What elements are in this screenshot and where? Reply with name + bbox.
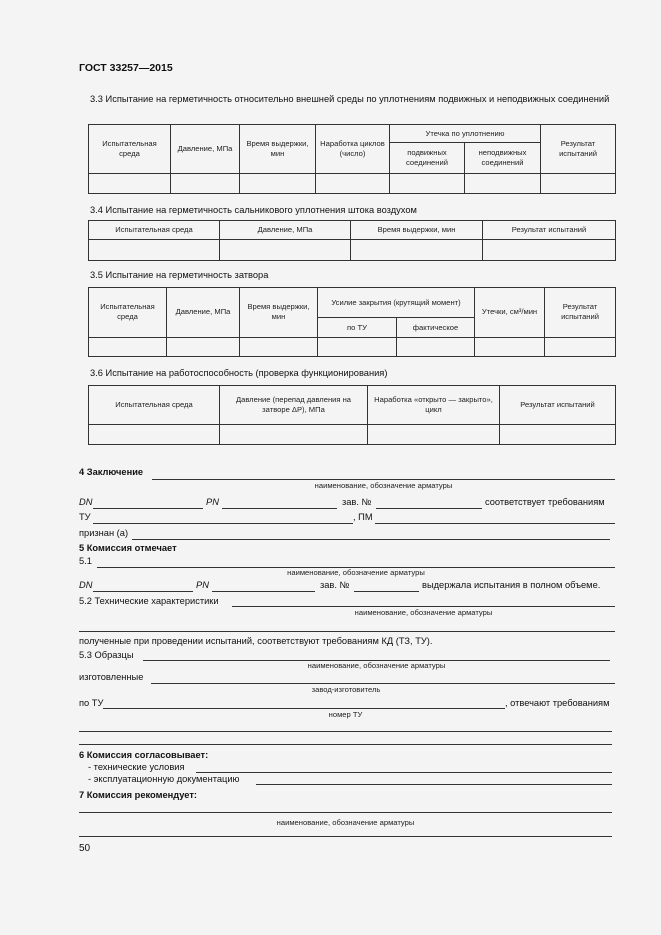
- document-header: ГОСТ 33257—2015: [79, 62, 173, 74]
- table-cell: [89, 173, 171, 193]
- table-cell: [89, 240, 220, 261]
- table-cell: [318, 337, 397, 356]
- pn-label: PN: [206, 497, 219, 507]
- fill-line: [196, 772, 612, 773]
- fill-line: [152, 479, 615, 480]
- th-medium: Испытательная среда: [89, 386, 220, 425]
- agree-item-1: - технические условия: [88, 762, 185, 772]
- th-time: Время выдержки, мин: [240, 288, 318, 338]
- table-cell: [545, 337, 616, 356]
- th-cycles: Наработка циклов (число): [316, 125, 390, 174]
- th-time: Время выдержки, мин: [351, 221, 483, 240]
- passed-text: выдержала испытания в полном объеме.: [422, 580, 601, 590]
- fill-line: [212, 591, 315, 592]
- table-cell: [240, 337, 318, 356]
- table-cell: [167, 337, 240, 356]
- section-4-label: 4 Заключение: [79, 467, 144, 477]
- section-5-label: 5 Комиссия отмечает: [79, 543, 177, 553]
- table-cell: [500, 425, 616, 445]
- fill-line: [151, 683, 615, 684]
- table-cell: [465, 173, 541, 193]
- th-pressure: Давление (перепад давления на затворе ΔP), МПа: [220, 386, 368, 425]
- tu-label: ТУ: [79, 512, 91, 522]
- page-number: 50: [79, 843, 91, 854]
- th-by-tu: по ТУ: [318, 318, 397, 337]
- section-3-4-title: 3.4 Испытание на герметичность сальникового уплотнения штока воздухом: [90, 205, 417, 215]
- table-cell: [240, 173, 316, 193]
- table-cell: [89, 425, 220, 445]
- dn-label: DN: [79, 497, 93, 507]
- fill-line: [232, 606, 615, 607]
- th-force: Усилие закрытия (крутящий момент): [318, 288, 475, 318]
- made-label: изготовленные: [79, 672, 144, 682]
- item-5-2: 5.2 Технические характеристики: [79, 596, 219, 606]
- th-time: Время выдержки, мин: [240, 125, 316, 174]
- section-7-label: 7 Комиссия рекомендует:: [79, 790, 197, 800]
- table-cell: [483, 240, 616, 261]
- table-cell: [541, 173, 616, 193]
- pn-label: PN: [196, 580, 209, 590]
- th-moving: подвижных соединений: [390, 143, 465, 173]
- fill-line: [93, 591, 193, 592]
- section-6-label: 6 Комиссия согласовывает:: [79, 750, 209, 760]
- section-3-5-title: 3.5 Испытание на герметичность затвора: [90, 270, 269, 280]
- section-3-6-title: 3.6 Испытание на работоспособность (проверка функционирования): [90, 368, 388, 378]
- caption: наименование, обозначение арматуры: [314, 481, 453, 490]
- th-actual: фактическое: [397, 318, 475, 337]
- table-cell: [171, 173, 240, 193]
- th-medium: Испытательная среда: [89, 221, 220, 240]
- th-fixed: неподвижных соединений: [465, 143, 541, 173]
- caption: наименование, обозначение арматуры: [354, 608, 493, 617]
- table-cell: [89, 337, 167, 356]
- obtained-text: полученные при проведении испытаний, соответствуют требованиям КД (ТЗ, ТУ).: [79, 636, 433, 646]
- caption: наименование, обозначение арматуры: [276, 818, 415, 827]
- serial-label: зав. №: [342, 497, 372, 507]
- fill-line: [93, 508, 203, 509]
- th-result: Результат испытаний: [483, 221, 616, 240]
- fill-line: [375, 523, 615, 524]
- table-cell: [351, 240, 483, 261]
- fill-line: [79, 836, 612, 837]
- caption: завод-изготовитель: [311, 685, 381, 694]
- item-5-1: 5.1: [79, 556, 92, 566]
- th-medium: Испытательная среда: [89, 125, 171, 174]
- fill-line: [354, 591, 419, 592]
- table-cell: [390, 173, 465, 193]
- serial-label: зав. №: [320, 580, 350, 590]
- caption: наименование, обозначение арматуры: [287, 568, 425, 577]
- th-result: Результат испытаний: [541, 125, 616, 174]
- table-3-4: [88, 220, 616, 261]
- fill-line: [256, 784, 612, 785]
- section-3-3-title: 3.3 Испытание на герметичность относительно внешней среды по уплотнениям подвижных и неподвижных соединений: [90, 94, 610, 104]
- th-result: Результат испытаний: [500, 386, 616, 425]
- th-pressure: Давление, МПа: [167, 288, 240, 338]
- table-3-5: [88, 287, 616, 357]
- table-cell: [220, 425, 368, 445]
- th-leak: Утечки, см³/мин: [475, 288, 545, 338]
- dn-label: DN: [79, 580, 93, 590]
- fill-line: [376, 508, 482, 509]
- table-3-3: [88, 124, 616, 194]
- agree-item-2: - эксплуатационную документацию: [88, 774, 240, 784]
- by-tu-label: по ТУ: [79, 698, 104, 708]
- th-pressure: Давление, МПа: [171, 125, 240, 174]
- th-result: Результат испытаний: [545, 288, 616, 338]
- table-cell: [368, 425, 500, 445]
- fill-line: [79, 631, 615, 632]
- meet-text: , отвечают требованиям: [505, 698, 610, 708]
- th-pressure: Давление, МПа: [220, 221, 351, 240]
- fill-line: [103, 708, 505, 709]
- caption: номер ТУ: [328, 710, 363, 719]
- fill-line: [222, 508, 337, 509]
- th-medium: Испытательная среда: [89, 288, 167, 338]
- table-3-6: [88, 385, 616, 445]
- th-leak: Утечка по уплотнению: [390, 125, 541, 143]
- recognized-label: признан (а): [79, 528, 129, 538]
- fill-line: [79, 744, 612, 745]
- conforms-text: соответствует требованиям: [485, 497, 605, 507]
- fill-line: [132, 539, 610, 540]
- table-cell: [397, 337, 475, 356]
- caption: наименование, обозначение арматуры: [307, 661, 446, 670]
- pm-label: , ПМ: [353, 512, 373, 522]
- table-cell: [316, 173, 390, 193]
- fill-line: [79, 812, 612, 813]
- th-cycles: Наработка «открыто — закрыто», цикл: [368, 386, 500, 425]
- table-cell: [475, 337, 545, 356]
- fill-line: [79, 731, 612, 732]
- item-5-3: 5.3 Образцы: [79, 650, 134, 660]
- table-cell: [220, 240, 351, 261]
- fill-line: [93, 523, 353, 524]
